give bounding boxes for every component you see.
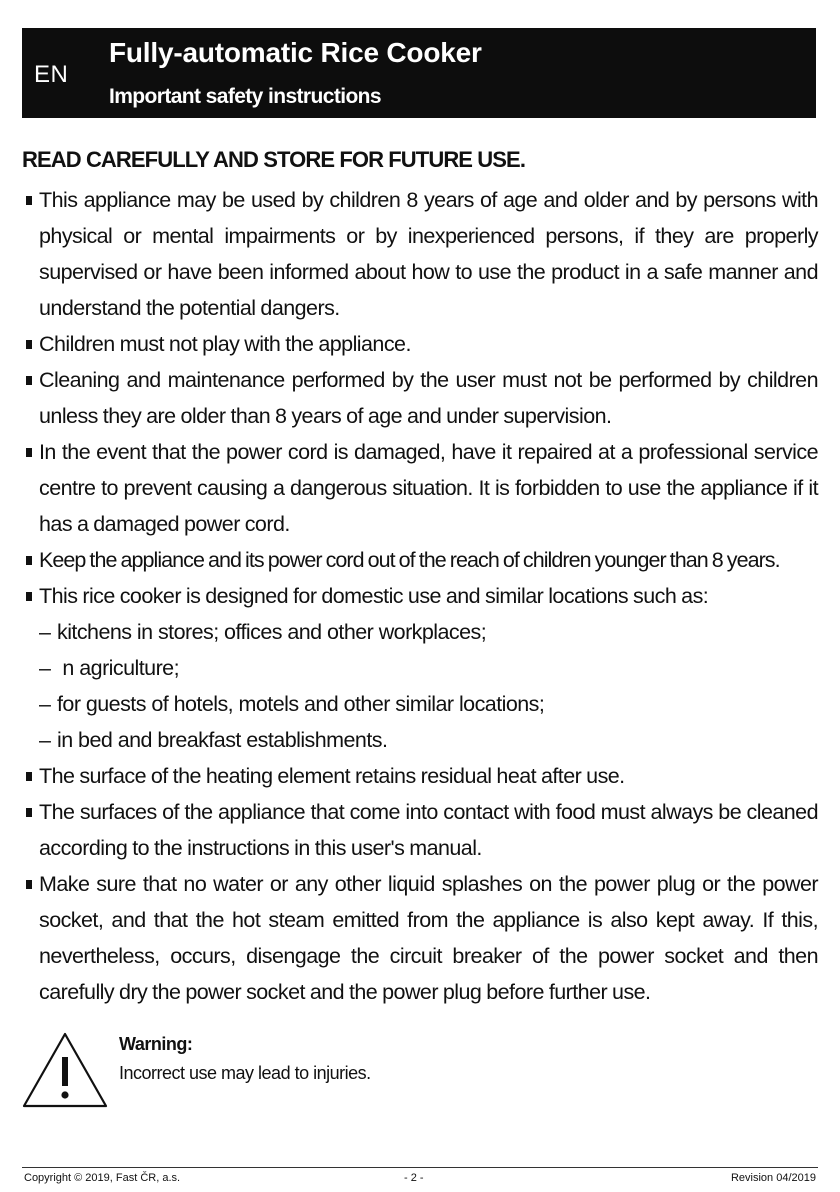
bullet-icon <box>26 556 32 565</box>
header-bar <box>22 28 816 118</box>
bullet-icon <box>26 376 32 385</box>
sub-list-item <box>22 614 818 650</box>
list-item-text: Keep the appliance and its power cord out of the reach of children younger than 8 years. <box>39 548 780 572</box>
safety-list <box>22 182 818 1010</box>
warning-text: Incorrect use may lead to injuries. <box>119 1063 371 1083</box>
sub-list-item <box>22 650 818 686</box>
sub-list-item-text: for guests of hotels, motels and other similar locations; <box>57 692 545 716</box>
bullet-icon <box>26 880 32 889</box>
bullet-icon <box>26 196 32 205</box>
list-item-text: In the event that the power cord is damaged, have it repaired at a professional service centre to prevent causing a dangerous situation. It is forbidden to use the appliance if it has a damaged power cord. <box>39 440 818 536</box>
list-item-text: The surfaces of the appliance that come into contact with food must always be cleaned according to the instructions in this user's manual. <box>39 800 818 860</box>
sub-list-item <box>22 722 818 758</box>
warning-title: Warning: <box>119 1034 193 1054</box>
dash-icon: – <box>39 728 51 752</box>
sub-list-item <box>22 686 818 722</box>
bullet-icon <box>26 808 32 817</box>
footer-copyright: Copyright © 2019, Fast ČR, a.s. <box>24 1172 181 1184</box>
list-item-text: Children must not play with the appliance. <box>39 332 411 356</box>
bullet-icon <box>26 772 32 781</box>
dash-icon: – <box>39 620 51 644</box>
page-number: - 2 - <box>404 1172 424 1184</box>
read-notice: READ CAREFULLY AND STORE FOR FUTURE USE. <box>22 147 526 172</box>
list-item <box>22 434 818 542</box>
footer-divider <box>22 1167 818 1168</box>
bullet-icon <box>26 340 32 349</box>
list-item <box>22 542 818 578</box>
list-item <box>22 866 818 1010</box>
dash-icon: – <box>39 692 51 716</box>
page-subtitle: Important safety instructions <box>109 85 381 108</box>
list-item <box>22 794 818 866</box>
list-item-text: Make sure that no water or any other liquid splashes on the power plug or the power socket, and that the hot steam emitted from the appliance is also kept away. If this, nevertheless, occurs, disengage the circuit breaker of the power socket and then carefully dry the power socket and the power plug before further use. <box>39 872 818 1004</box>
language-label: EN <box>34 61 69 88</box>
list-item-text: This rice cooker is designed for domestic use and similar locations such as: <box>39 584 709 608</box>
footer-revision: Revision 04/2019 <box>730 1172 816 1184</box>
list-item-text: Cleaning and maintenance performed by the user must not be performed by children unless they are older than 8 years of age and under supervision. <box>39 368 818 428</box>
sub-list-item-text: n agriculture; <box>57 656 180 680</box>
list-item <box>22 182 818 326</box>
list-item <box>22 578 818 614</box>
sub-list-item-text: kitchens in stores; offices and other workplaces; <box>57 620 487 644</box>
list-item <box>22 758 818 794</box>
warning-triangle-icon <box>22 1031 108 1108</box>
bullet-icon <box>26 448 32 457</box>
page-title: Fully-automatic Rice Cooker <box>109 37 482 68</box>
dash-icon: – <box>39 656 51 680</box>
bullet-icon <box>26 592 32 601</box>
list-item <box>22 362 818 434</box>
list-item <box>22 326 818 362</box>
list-item-text: The surface of the heating element retains residual heat after use. <box>39 764 625 788</box>
list-item-text: This appliance may be used by children 8 years of age and older and by persons with physical or mental impairments or by inexperienced persons, if they are properly supervised or have been informed about how to use the product in a safe manner and understand the potential dangers. <box>39 188 818 320</box>
sub-list-item-text: in bed and breakfast establishments. <box>57 728 388 752</box>
